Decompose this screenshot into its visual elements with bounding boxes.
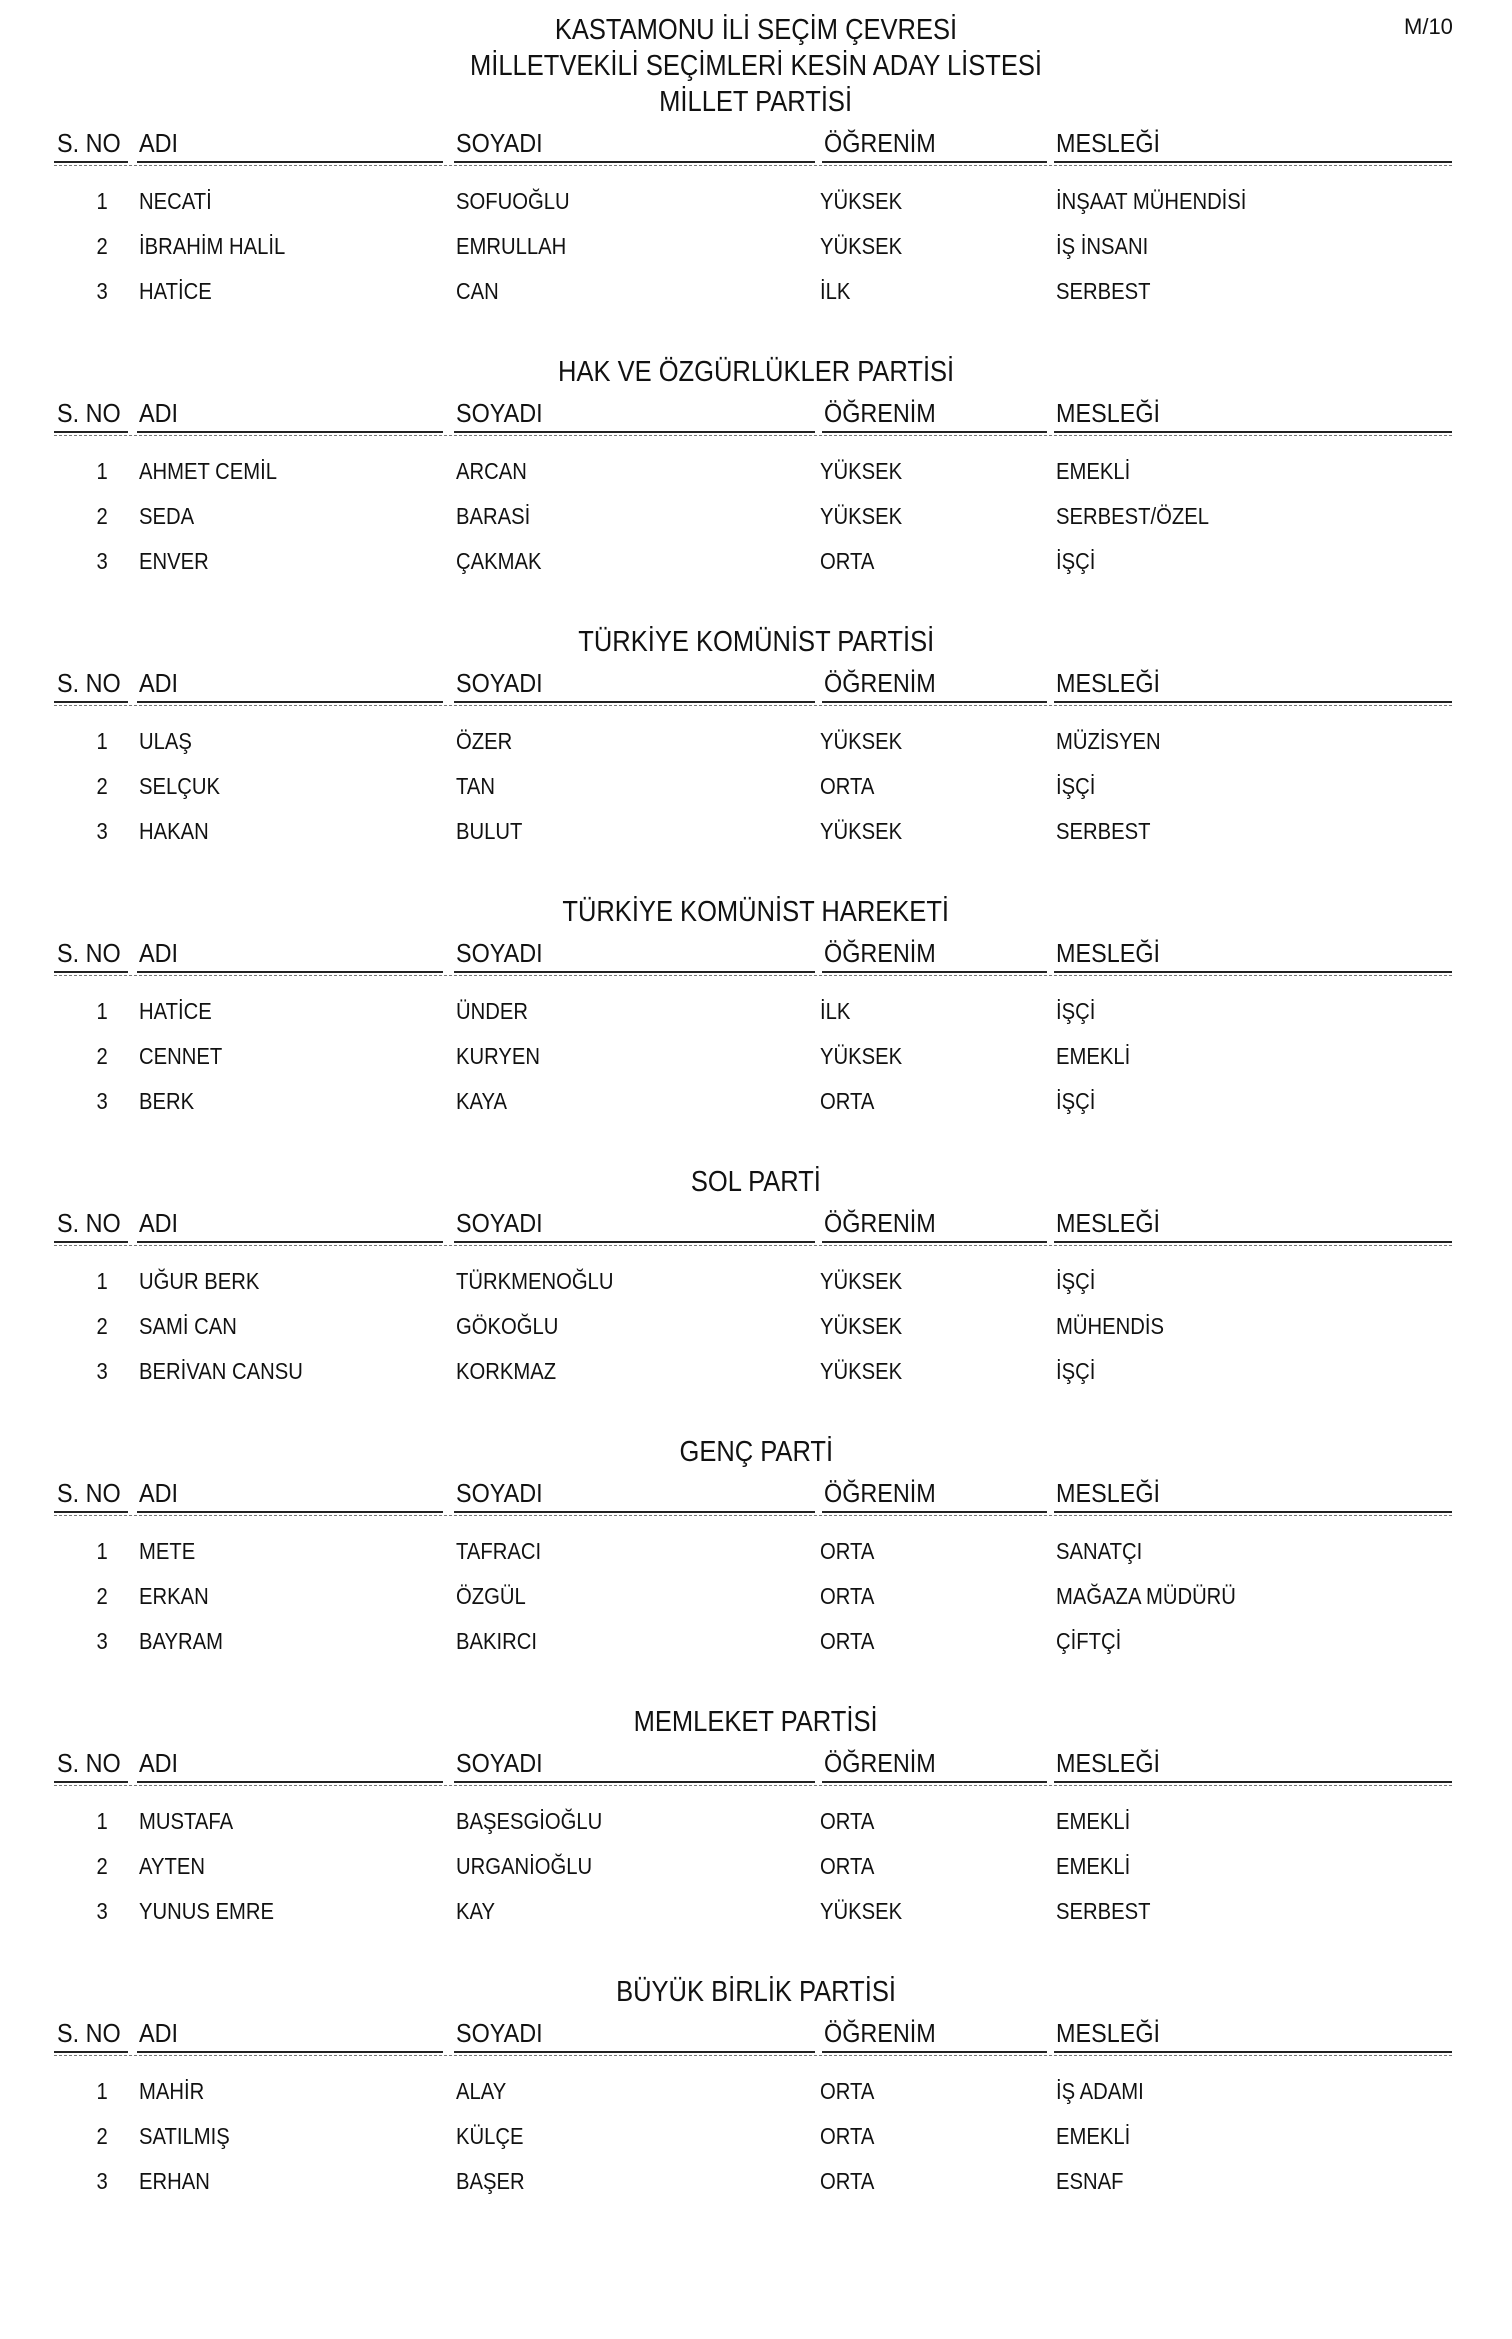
cell-ogrenim: YÜKSEK: [820, 188, 903, 214]
cell-no: 1: [96, 728, 108, 754]
table-row: [0, 1896, 1512, 1936]
cell-meslegi: İŞÇİ: [1056, 998, 1096, 1024]
header-underline: [137, 1241, 443, 1243]
cell-meslegi: EMEKLİ: [1056, 458, 1131, 484]
cell-no: 2: [96, 1043, 108, 1069]
party-section: [0, 84, 1512, 340]
table-row: [0, 1806, 1512, 1846]
table-row: [0, 2121, 1512, 2161]
cell-ogrenim: YÜKSEK: [820, 503, 903, 529]
column-header-ogrenim: ÖĞRENİM: [824, 1748, 936, 1778]
cell-adi: ULAŞ: [139, 728, 192, 754]
cell-no: 2: [96, 503, 108, 529]
column-header-no: S. NO: [57, 668, 121, 698]
column-header-no: S. NO: [57, 938, 121, 968]
cell-ogrenim: YÜKSEK: [820, 728, 903, 754]
cell-adi: BERİVAN CANSU: [139, 1358, 303, 1384]
table-row: [0, 1266, 1512, 1306]
column-header-meslegi: MESLEĞİ: [1056, 1478, 1161, 1508]
cell-adi: HATİCE: [139, 998, 212, 1024]
party-title: SOL PARTİ: [690, 1166, 821, 1198]
cell-soyadi: URGANİOĞLU: [456, 1853, 593, 1879]
column-header-ogrenim: ÖĞRENİM: [824, 128, 936, 158]
cell-soyadi: ÖZGÜL: [456, 1583, 526, 1609]
cell-no: 1: [96, 188, 108, 214]
table-row: [0, 456, 1512, 496]
cell-ogrenim: YÜKSEK: [820, 818, 903, 844]
cell-adi: METE: [139, 1538, 196, 1564]
header-underline: [137, 701, 443, 703]
cell-adi: ERKAN: [139, 1583, 209, 1609]
cell-ogrenim: ORTA: [820, 773, 875, 799]
column-header-soyadi: SOYADI: [456, 668, 543, 698]
cell-soyadi: BAKIRCI: [456, 1628, 537, 1654]
table-row: [0, 816, 1512, 856]
table-row: [0, 231, 1512, 271]
header-underline: [137, 1781, 443, 1783]
cell-adi: BERK: [139, 1088, 195, 1114]
header-divider: [54, 1245, 1452, 1246]
cell-ogrenim: ORTA: [820, 1808, 875, 1834]
header-divider: [54, 1785, 1452, 1786]
cell-ogrenim: İLK: [820, 998, 851, 1024]
header-underline: [1054, 1241, 1452, 1243]
cell-no: 3: [96, 818, 108, 844]
cell-soyadi: KURYEN: [456, 1043, 540, 1069]
cell-adi: SEDA: [139, 503, 195, 529]
header-underline: [1054, 1781, 1452, 1783]
cell-adi: İBRAHİM HALİL: [139, 233, 286, 259]
cell-soyadi: ARCAN: [456, 458, 527, 484]
cell-no: 3: [96, 1898, 108, 1924]
column-header-ogrenim: ÖĞRENİM: [824, 398, 936, 428]
table-row: [0, 1311, 1512, 1351]
party-section: [0, 1434, 1512, 1690]
cell-adi: ERHAN: [139, 2168, 210, 2194]
column-header-adi: ADI: [139, 398, 179, 428]
party-section: [0, 1704, 1512, 1960]
column-header-ogrenim: ÖĞRENİM: [824, 1208, 936, 1238]
table-row: [0, 186, 1512, 226]
header-underline: [54, 431, 128, 433]
column-header-soyadi: SOYADI: [456, 1748, 543, 1778]
header-underline: [137, 1511, 443, 1513]
cell-meslegi: İŞÇİ: [1056, 1268, 1096, 1294]
column-header-no: S. NO: [57, 2018, 121, 2048]
cell-soyadi: EMRULLAH: [456, 233, 567, 259]
cell-meslegi: İŞÇİ: [1056, 1088, 1096, 1114]
cell-no: 3: [96, 1628, 108, 1654]
header-underline: [54, 1241, 128, 1243]
cell-ogrenim: YÜKSEK: [820, 458, 903, 484]
cell-no: 2: [96, 773, 108, 799]
cell-meslegi: SANATÇI: [1056, 1538, 1143, 1564]
cell-soyadi: BULUT: [456, 818, 523, 844]
header-underline: [822, 701, 1047, 703]
cell-meslegi: EMEKLİ: [1056, 2123, 1131, 2149]
cell-ogrenim: YÜKSEK: [820, 1043, 903, 1069]
party-section: [0, 894, 1512, 1150]
cell-soyadi: BAŞESGİOĞLU: [456, 1808, 603, 1834]
cell-ogrenim: ORTA: [820, 1538, 875, 1564]
cell-no: 1: [96, 458, 108, 484]
cell-meslegi: İŞ ADAMI: [1056, 2078, 1144, 2104]
cell-no: 3: [96, 1088, 108, 1114]
header-underline: [1054, 431, 1452, 433]
cell-ogrenim: ORTA: [820, 1583, 875, 1609]
cell-soyadi: ALAY: [456, 2078, 507, 2104]
cell-meslegi: İŞÇİ: [1056, 773, 1096, 799]
column-header-no: S. NO: [57, 1748, 121, 1778]
cell-ogrenim: ORTA: [820, 548, 875, 574]
cell-adi: NECATİ: [139, 188, 212, 214]
table-row: [0, 1626, 1512, 1666]
header-underline: [822, 431, 1047, 433]
cell-ogrenim: ORTA: [820, 2123, 875, 2149]
cell-meslegi: EMEKLİ: [1056, 1043, 1131, 1069]
column-header-ogrenim: ÖĞRENİM: [824, 938, 936, 968]
column-header-no: S. NO: [57, 128, 121, 158]
header-divider: [54, 975, 1452, 976]
party-title: MİLLET PARTİSİ: [659, 86, 853, 118]
cell-meslegi: ESNAF: [1056, 2168, 1124, 2194]
table-row: [0, 546, 1512, 586]
column-header-ogrenim: ÖĞRENİM: [824, 668, 936, 698]
column-header-adi: ADI: [139, 1208, 179, 1238]
column-header-soyadi: SOYADI: [456, 1208, 543, 1238]
header-underline: [822, 1511, 1047, 1513]
column-header-meslegi: MESLEĞİ: [1056, 128, 1161, 158]
cell-meslegi: EMEKLİ: [1056, 1808, 1131, 1834]
cell-no: 2: [96, 1583, 108, 1609]
table-row: [0, 276, 1512, 316]
cell-adi: MAHİR: [139, 2078, 205, 2104]
table-row: [0, 2166, 1512, 2206]
header-underline: [454, 1781, 815, 1783]
cell-meslegi: MÜHENDİS: [1056, 1313, 1164, 1339]
table-row: [0, 1086, 1512, 1126]
column-header-soyadi: SOYADI: [456, 128, 543, 158]
cell-no: 2: [96, 233, 108, 259]
header-underline: [1054, 161, 1452, 163]
column-header-meslegi: MESLEĞİ: [1056, 1748, 1161, 1778]
cell-meslegi: İŞÇİ: [1056, 548, 1096, 574]
cell-ogrenim: YÜKSEK: [820, 233, 903, 259]
cell-adi: AYTEN: [139, 1853, 205, 1879]
cell-no: 3: [96, 2168, 108, 2194]
cell-adi: AHMET CEMİL: [139, 458, 277, 484]
cell-soyadi: KAYA: [456, 1088, 507, 1114]
cell-soyadi: ÜNDER: [456, 998, 528, 1024]
cell-no: 1: [96, 1538, 108, 1564]
header-underline: [54, 1781, 128, 1783]
cell-adi: HAKAN: [139, 818, 209, 844]
cell-adi: MUSTAFA: [139, 1808, 234, 1834]
column-header-adi: ADI: [139, 1478, 179, 1508]
header-underline: [454, 2051, 815, 2053]
cell-meslegi: İŞÇİ: [1056, 1358, 1096, 1384]
column-header-soyadi: SOYADI: [456, 2018, 543, 2048]
table-row: [0, 1041, 1512, 1081]
header-underline: [822, 1781, 1047, 1783]
cell-soyadi: KORKMAZ: [456, 1358, 557, 1384]
column-header-no: S. NO: [57, 398, 121, 428]
party-title: BÜYÜK BİRLİK PARTİSİ: [616, 1976, 896, 2008]
cell-ogrenim: YÜKSEK: [820, 1268, 903, 1294]
document-title: [0, 12, 1512, 84]
cell-ogrenim: ORTA: [820, 2078, 875, 2104]
cell-no: 1: [96, 1808, 108, 1834]
header-underline: [454, 1511, 815, 1513]
cell-adi: BAYRAM: [139, 1628, 223, 1654]
table-row: [0, 771, 1512, 811]
cell-no: 3: [96, 1358, 108, 1384]
party-title: TÜRKİYE KOMÜNİST PARTİSİ: [578, 626, 934, 658]
cell-meslegi: MAĞAZA MÜDÜRÜ: [1056, 1583, 1236, 1609]
header-underline: [1054, 701, 1452, 703]
column-header-meslegi: MESLEĞİ: [1056, 938, 1161, 968]
party-title: GENÇ PARTİ: [679, 1436, 833, 1468]
header-divider: [54, 705, 1452, 706]
column-header-meslegi: MESLEĞİ: [1056, 2018, 1161, 2048]
title-line-1: KASTAMONU İLİ SEÇİM ÇEVRESİ: [554, 14, 958, 46]
party-title: HAK VE ÖZGÜRLÜKLER PARTİSİ: [557, 356, 955, 388]
header-underline: [454, 161, 815, 163]
cell-meslegi: EMEKLİ: [1056, 1853, 1131, 1879]
cell-soyadi: ÇAKMAK: [456, 548, 542, 574]
header-underline: [454, 1241, 815, 1243]
column-header-adi: ADI: [139, 1748, 179, 1778]
column-header-ogrenim: ÖĞRENİM: [824, 1478, 936, 1508]
page-code: M/10: [1404, 14, 1453, 39]
column-header-soyadi: SOYADI: [456, 938, 543, 968]
cell-soyadi: TÜRKMENOĞLU: [456, 1268, 614, 1294]
header-underline: [54, 701, 128, 703]
header-divider: [54, 1515, 1452, 1516]
header-divider: [54, 165, 1452, 166]
cell-soyadi: GÖKOĞLU: [456, 1313, 559, 1339]
cell-ogrenim: YÜKSEK: [820, 1313, 903, 1339]
cell-adi: SAMİ CAN: [139, 1313, 237, 1339]
cell-no: 1: [96, 2078, 108, 2104]
header-underline: [137, 431, 443, 433]
cell-soyadi: TAN: [456, 773, 495, 799]
cell-adi: UĞUR BERK: [139, 1268, 260, 1294]
cell-adi: CENNET: [139, 1043, 223, 1069]
cell-soyadi: CAN: [456, 278, 499, 304]
cell-no: 2: [96, 1313, 108, 1339]
cell-ogrenim: ORTA: [820, 1088, 875, 1114]
header-underline: [822, 1241, 1047, 1243]
cell-no: 3: [96, 278, 108, 304]
header-underline: [822, 161, 1047, 163]
cell-ogrenim: YÜKSEK: [820, 1358, 903, 1384]
cell-soyadi: BARASİ: [456, 503, 531, 529]
column-header-no: S. NO: [57, 1478, 121, 1508]
header-underline: [54, 971, 128, 973]
cell-meslegi: SERBEST: [1056, 818, 1151, 844]
cell-ogrenim: ORTA: [820, 1853, 875, 1879]
cell-soyadi: BAŞER: [456, 2168, 525, 2194]
header-underline: [137, 161, 443, 163]
column-header-no: S. NO: [57, 1208, 121, 1238]
title-line-2: MİLLETVEKİLİ SEÇİMLERİ KESİN ADAY LİSTESİ: [469, 50, 1043, 82]
column-header-meslegi: MESLEĞİ: [1056, 1208, 1161, 1238]
cell-no: 3: [96, 548, 108, 574]
header-underline: [137, 2051, 443, 2053]
table-row: [0, 1851, 1512, 1891]
party-section: [0, 624, 1512, 880]
header-underline: [54, 1511, 128, 1513]
party-title: TÜRKİYE KOMÜNİST HAREKETİ: [562, 896, 950, 928]
cell-adi: HATİCE: [139, 278, 212, 304]
table-row: [0, 1536, 1512, 1576]
cell-adi: SELÇUK: [139, 773, 221, 799]
cell-no: 1: [96, 1268, 108, 1294]
header-underline: [54, 161, 128, 163]
cell-meslegi: SERBEST: [1056, 278, 1151, 304]
header-underline: [454, 701, 815, 703]
header-underline: [1054, 1511, 1452, 1513]
column-header-soyadi: SOYADI: [456, 1478, 543, 1508]
column-header-adi: ADI: [139, 668, 179, 698]
cell-meslegi: İNŞAAT MÜHENDİSİ: [1056, 188, 1247, 214]
cell-ogrenim: ORTA: [820, 2168, 875, 2194]
party-section: [0, 1974, 1512, 2230]
cell-soyadi: ÖZER: [456, 728, 513, 754]
column-header-soyadi: SOYADI: [456, 398, 543, 428]
column-header-adi: ADI: [139, 128, 179, 158]
column-header-meslegi: MESLEĞİ: [1056, 668, 1161, 698]
cell-meslegi: SERBEST/ÖZEL: [1056, 503, 1209, 529]
header-underline: [454, 971, 815, 973]
cell-soyadi: KÜLÇE: [456, 2123, 524, 2149]
cell-adi: YUNUS EMRE: [139, 1898, 274, 1924]
cell-adi: ENVER: [139, 548, 209, 574]
cell-adi: SATILMIŞ: [139, 2123, 230, 2149]
header-underline: [454, 431, 815, 433]
table-row: [0, 996, 1512, 1036]
header-divider: [54, 435, 1452, 436]
header-underline: [822, 971, 1047, 973]
cell-soyadi: SOFUOĞLU: [456, 188, 570, 214]
table-row: [0, 1581, 1512, 1621]
table-row: [0, 726, 1512, 766]
table-row: [0, 1356, 1512, 1396]
party-title: MEMLEKET PARTİSİ: [634, 1706, 878, 1738]
cell-ogrenim: İLK: [820, 278, 851, 304]
column-header-adi: ADI: [139, 938, 179, 968]
party-section: [0, 354, 1512, 610]
header-divider: [54, 2055, 1452, 2056]
cell-ogrenim: ORTA: [820, 1628, 875, 1654]
header-underline: [1054, 2051, 1452, 2053]
header-underline: [137, 971, 443, 973]
cell-meslegi: ÇİFTÇİ: [1056, 1628, 1122, 1654]
cell-meslegi: MÜZİSYEN: [1056, 728, 1161, 754]
cell-no: 1: [96, 998, 108, 1024]
header-underline: [1054, 971, 1452, 973]
table-row: [0, 2076, 1512, 2116]
header-underline: [822, 2051, 1047, 2053]
cell-meslegi: İŞ İNSANI: [1056, 233, 1149, 259]
cell-no: 2: [96, 2123, 108, 2149]
table-row: [0, 501, 1512, 541]
cell-soyadi: KAY: [456, 1898, 496, 1924]
cell-meslegi: SERBEST: [1056, 1898, 1151, 1924]
header-underline: [54, 2051, 128, 2053]
cell-ogrenim: YÜKSEK: [820, 1898, 903, 1924]
cell-no: 2: [96, 1853, 108, 1879]
column-header-ogrenim: ÖĞRENİM: [824, 2018, 936, 2048]
column-header-meslegi: MESLEĞİ: [1056, 398, 1161, 428]
column-header-adi: ADI: [139, 2018, 179, 2048]
cell-soyadi: TAFRACI: [456, 1538, 542, 1564]
party-section: [0, 1164, 1512, 1420]
